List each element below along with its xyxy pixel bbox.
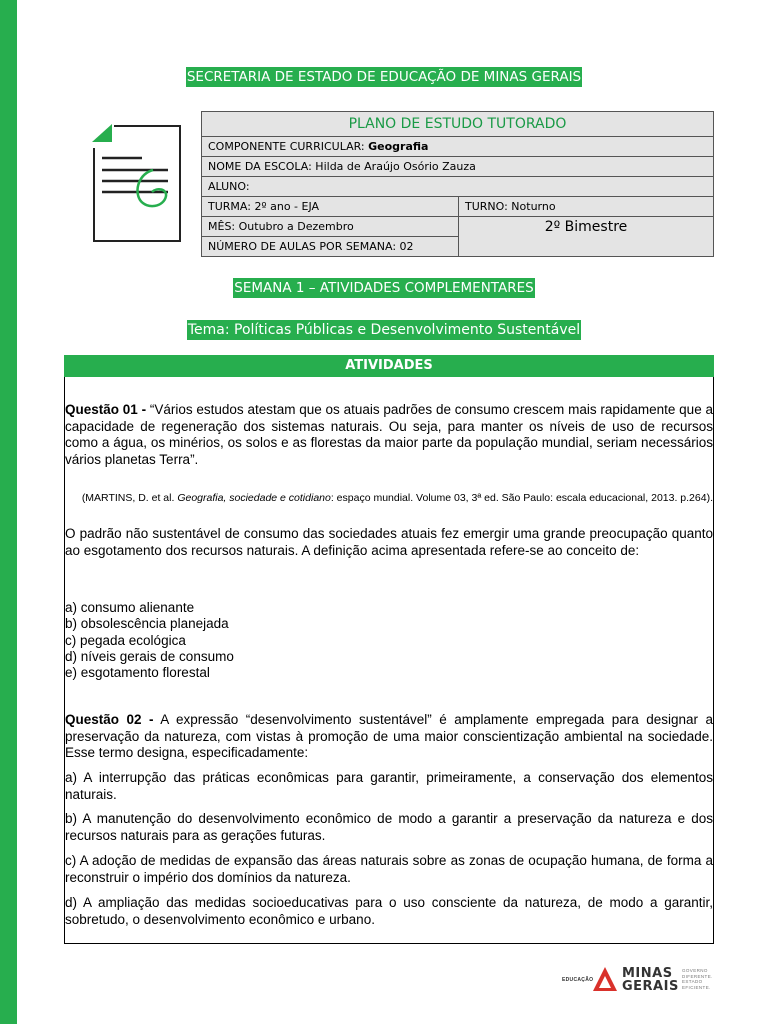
tema-heading: Tema: Políticas Públicas e Desenvolvimento Sustentável — [187, 322, 581, 338]
componente-label: COMPONENTE CURRICULAR: — [208, 140, 369, 153]
q1-options — [65, 600, 713, 681]
q1-label: Questão 01 - — [65, 402, 147, 417]
escola-cell: NOME DA ESCOLA: Hilda de Araújo Osório Zauza — [202, 157, 714, 177]
document-with-check-icon — [92, 124, 182, 244]
q2-option-c: c) A adoção de medidas de expansão das áreas naturais sobre as zonas de ocupação humana, de forma a reconstruir o império dos domínios da natureza. — [65, 853, 713, 885]
turma-cell: TURMA: 2º ano - EJA — [202, 197, 459, 217]
componente-value: Geografia — [368, 140, 429, 153]
educacao-label: EDUCAÇÃO — [562, 977, 594, 983]
minas-gerais-logo-icon — [593, 967, 617, 991]
q1-text: Questão 01 - “Vários estudos atestam que os atuais padrões de consumo crescem mais rapidamente que a capacidade de regeneração dos sistemas naturais. Ou seja, para manter os níveis de uso de recursos como a água, os minérios, os solos e as florestas da maior parte da população mundial, seriam necessários vários planetas Terra”. — [65, 402, 713, 467]
turno-cell: TURNO: Noturno — [459, 197, 714, 217]
q1-source: (MARTINS, D. et al. Geografia, sociedade e cotidiano: espaço mundial. Volume 03, 3ª ed. São Paulo: escala educacional, 2013. p.264). — [81, 492, 713, 504]
q2-text: Questão 02 - A expressão “desenvolvimento sustentável” é amplamente empregada para designar a preservação da natureza, com vistas à promoção de uma maior conscientização ambiental na sociedade. Esse termo designa, especificadamente: — [65, 712, 714, 760]
atividades-title: ATIVIDADES — [64, 355, 714, 377]
q2-option-d: d) A ampliação das medidas socioeducativas para o uso consciente da natureza, de modo a garantir, sobretudo, o desenvolvimento econômico e urbano. — [65, 895, 713, 927]
q1-option-e: e) esgotamento florestal — [65, 665, 210, 681]
q1-stem: O padrão não sustentável de consumo das sociedades atuais fez emergir uma grande preocupação quanto ao esgotamento dos recursos naturais. A definição acima apresentada refere-se ao conceito de: — [65, 526, 713, 558]
componente-cell — [202, 137, 714, 157]
q2-label: Questão 02 - — [65, 712, 154, 727]
q1-option-c: c) pegada ecológica — [65, 632, 186, 648]
plano-title: PLANO DE ESTUDO TUTORADO — [202, 112, 714, 137]
q1-option-a: a) consumo alienante — [65, 600, 195, 615]
mes-cell: MÊS: Outubro a Dezembro — [202, 217, 459, 237]
governo-tagline: GOVERNO DIFERENTE. ESTADO EFICIENTE. — [682, 968, 713, 990]
header-table — [201, 111, 714, 257]
aulas-cell: NÚMERO DE AULAS POR SEMANA: 02 — [202, 237, 459, 257]
secretaria-heading: SECRETARIA DE ESTADO DE EDUCAÇÃO DE MINAS GERAIS — [186, 69, 582, 85]
footer-logo — [560, 964, 720, 996]
side-accent-bar — [0, 0, 17, 1024]
q1-option-b: b) obsolescência planejada — [65, 616, 229, 632]
q2-option-a: a) A interrupção das práticas econômicas para garantir, primeiramente, a conservação dos elementos naturais. — [65, 770, 713, 802]
bimestre-cell: 2º Bimestre — [459, 217, 714, 257]
semana-heading: SEMANA 1 – ATIVIDADES COMPLEMENTARES — [234, 280, 534, 296]
q1-option-d: d) níveis gerais de consumo — [65, 648, 234, 664]
q2-option-b: b) A manutenção do desenvolvimento econômico de modo a garantir a preservação da natureza e dos recursos naturais para as gerações futuras. — [65, 811, 713, 843]
minas-gerais-wordmark: MINAS GERAIS — [622, 966, 679, 994]
aluno-cell: ALUNO: — [202, 177, 714, 197]
